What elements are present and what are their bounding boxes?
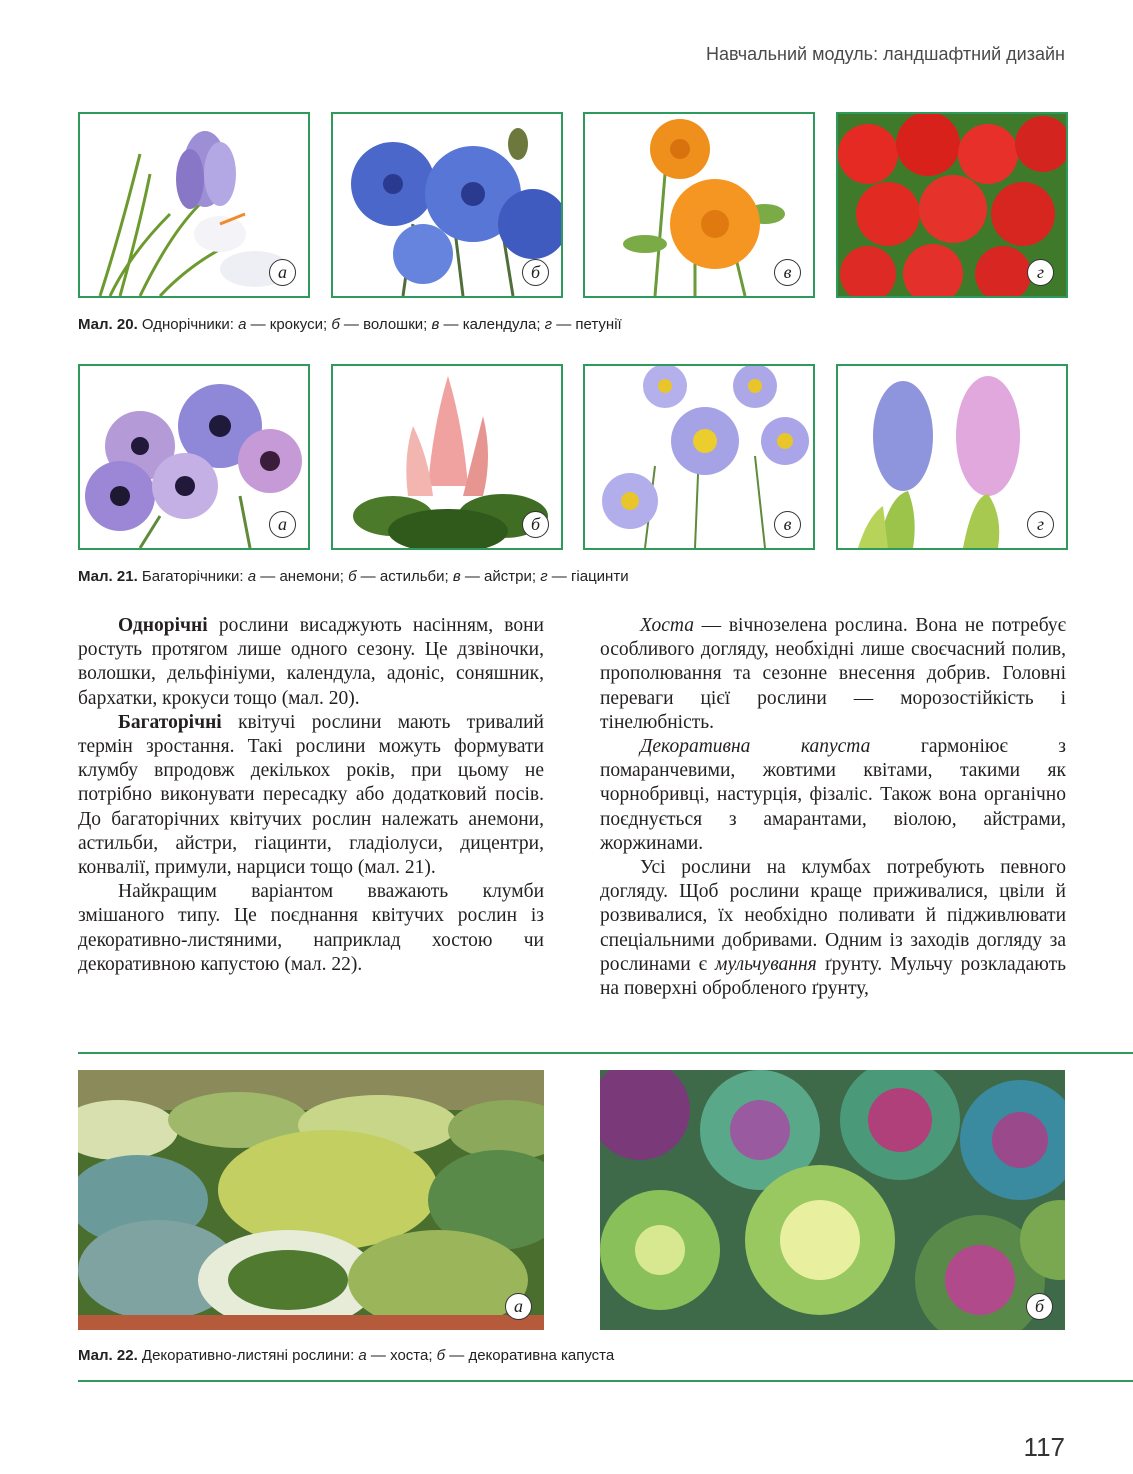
figure-title: Декоративно-листяні рослини: <box>141 1347 355 1364</box>
item-sep: ; <box>428 1347 433 1364</box>
paragraph-cabbage <box>600 735 1066 856</box>
item-name: петунії <box>575 316 622 333</box>
item-name: крокуси <box>269 316 323 333</box>
anemone-photo <box>78 364 310 550</box>
item-letter: г <box>544 316 553 333</box>
hyacinth-photo <box>836 364 1068 550</box>
paragraph-annuals <box>78 614 544 711</box>
text-column-right <box>600 614 1066 1001</box>
figure-label: Мал. 21. <box>78 568 138 585</box>
item-sep: ; <box>444 568 449 585</box>
term-perennials: Багаторічні <box>118 711 222 733</box>
item-sep: ; <box>531 568 537 585</box>
photo-letter: в <box>774 259 801 286</box>
item-name: гіацинти <box>570 568 629 585</box>
figure-21-caption: Мал. 21. Багаторічники: а — анемони; б — астильби; в — айстри; г — гіацинти <box>78 568 629 585</box>
ornamental-cabbage-image <box>600 1070 1065 1330</box>
paragraph-text: рослини висаджують насінням, вони ростуть протягом лише одного сезону. Це дзвіночки, волошки, дельфініуми, календула, адоніс, соняшник, бархатки, крокуси тощо (мал. 20). <box>78 615 544 709</box>
item-name: айстри <box>484 568 532 585</box>
item-letter: г <box>540 568 548 585</box>
term-mulching: мульчування <box>715 953 817 975</box>
item-letter: б <box>348 568 357 585</box>
figure-20-caption: Мал. 20. Однорічники: а — крокуси; б — волошки; в — календула; г — петунії <box>78 316 622 333</box>
photo-letter: г <box>1027 259 1054 286</box>
item-name: астильби <box>379 568 445 585</box>
term-cabbage: Декоративна капуста <box>640 736 871 758</box>
item-name: декоративна капуста <box>468 1347 615 1364</box>
page-number: 117 <box>1023 1432 1065 1462</box>
figure-title: Багаторічники: <box>141 568 244 585</box>
figure-21-photos <box>78 364 1066 550</box>
calendula-photo <box>583 112 815 298</box>
figure-label: Мал. 20. <box>78 316 138 333</box>
item-sep: ; <box>339 568 344 585</box>
photo-letter: б <box>522 511 549 538</box>
paragraph-perennials <box>78 711 544 880</box>
module-header: Навчальний модуль: ландшафтний дизайн <box>706 44 1065 64</box>
figure-title: Однорічники: <box>141 316 234 333</box>
photo-letter: в <box>774 511 801 538</box>
paragraph-text: ґрунту. Мульчу розкладають на поверхні обробленого ґрунту, <box>600 953 1066 1000</box>
paragraph-text: гармоніює з помаранчевими, жовтими квітами, такими як чорнобривці, настурція, фізаліс. Також вона органічно поєднується з амарантами, віолою, айстрами, жоржинами. <box>600 736 1066 854</box>
hosta-photo <box>78 1070 544 1330</box>
item-letter: а <box>358 1347 367 1364</box>
item-letter: б <box>331 316 340 333</box>
photo-letter: б <box>522 259 549 286</box>
figure-label: Мал. 22. <box>78 1347 138 1364</box>
section-divider-top <box>78 1052 1133 1054</box>
photo-letter: б <box>1026 1293 1053 1320</box>
paragraph-text: квітучі рослини мають тривалий термін зростання. Такі рослини можуть формувати клумбу впродовж декількох років, при цьому не потрібно виконувати пересадку або додатковий посів. До багаторічних квітучих рослин належать анемони, астильби, айстри, гіацинти, гладіолуси, дицентри, конвалії, примули, нарциси тощо (мал. 21). <box>78 711 544 879</box>
figure-20-photos <box>78 112 1066 298</box>
photo-letter: а <box>269 511 296 538</box>
figure-22-caption: Мал. 22. Декоративно-листяні рослини: а — хоста; б — декоративна капуста <box>78 1347 615 1364</box>
petunia-photo <box>836 112 1068 298</box>
photo-letter: а <box>505 1293 532 1320</box>
item-letter: а <box>247 568 257 585</box>
item-letter: в <box>431 316 440 333</box>
term-annuals: Однорічні <box>118 615 208 636</box>
item-letter: б <box>436 1347 446 1364</box>
paragraph-mixed-beds: Найкращим варіантом вважають клумби змішаного типу. Це поєднання квітучих рослин із декоративно-листяними, наприклад хостою чи декоративною капустою (мал. 22). <box>78 881 544 975</box>
text-column-left <box>78 614 544 977</box>
astilbe-photo <box>331 364 563 550</box>
photo-letter: г <box>1027 511 1054 538</box>
section-divider-bottom <box>78 1380 1133 1382</box>
item-letter: а <box>238 316 247 333</box>
item-sep: ; <box>423 316 428 333</box>
hosta-image <box>78 1070 544 1330</box>
item-name: хоста <box>390 1347 429 1364</box>
item-name: календула <box>462 316 537 333</box>
item-name: анемони <box>279 568 340 585</box>
cabbage-photo <box>600 1070 1065 1330</box>
aster-photo <box>583 364 815 550</box>
item-letter: в <box>452 568 461 585</box>
photo-letter: а <box>269 259 296 286</box>
paragraph-care <box>600 856 1066 1001</box>
paragraph-text: Усі рослини на клумбах потребують певного догляду. Щоб рослини краще приживалися, цвіли й розвивалися, їх необхідно поливати й підживлювати спеціальними добривами. Одним із заходів догляду за рослинами є <box>600 857 1066 975</box>
paragraph-hosta <box>600 614 1066 735</box>
crocus-photo <box>78 112 310 298</box>
item-sep: ; <box>322 316 328 333</box>
term-hosta: Хоста <box>640 615 694 636</box>
item-name: волошки <box>363 316 424 333</box>
item-sep: ; <box>536 316 541 333</box>
paragraph-text: — вічнозелена рослина. Вона не потребує особливого догляду, необхідні лише своєчасний полив, прополювання та сезонне внесення добрив. Головні переваги цієї рослини — морозостійкість і тінелюбність. <box>600 615 1066 733</box>
cornflower-photo <box>331 112 563 298</box>
